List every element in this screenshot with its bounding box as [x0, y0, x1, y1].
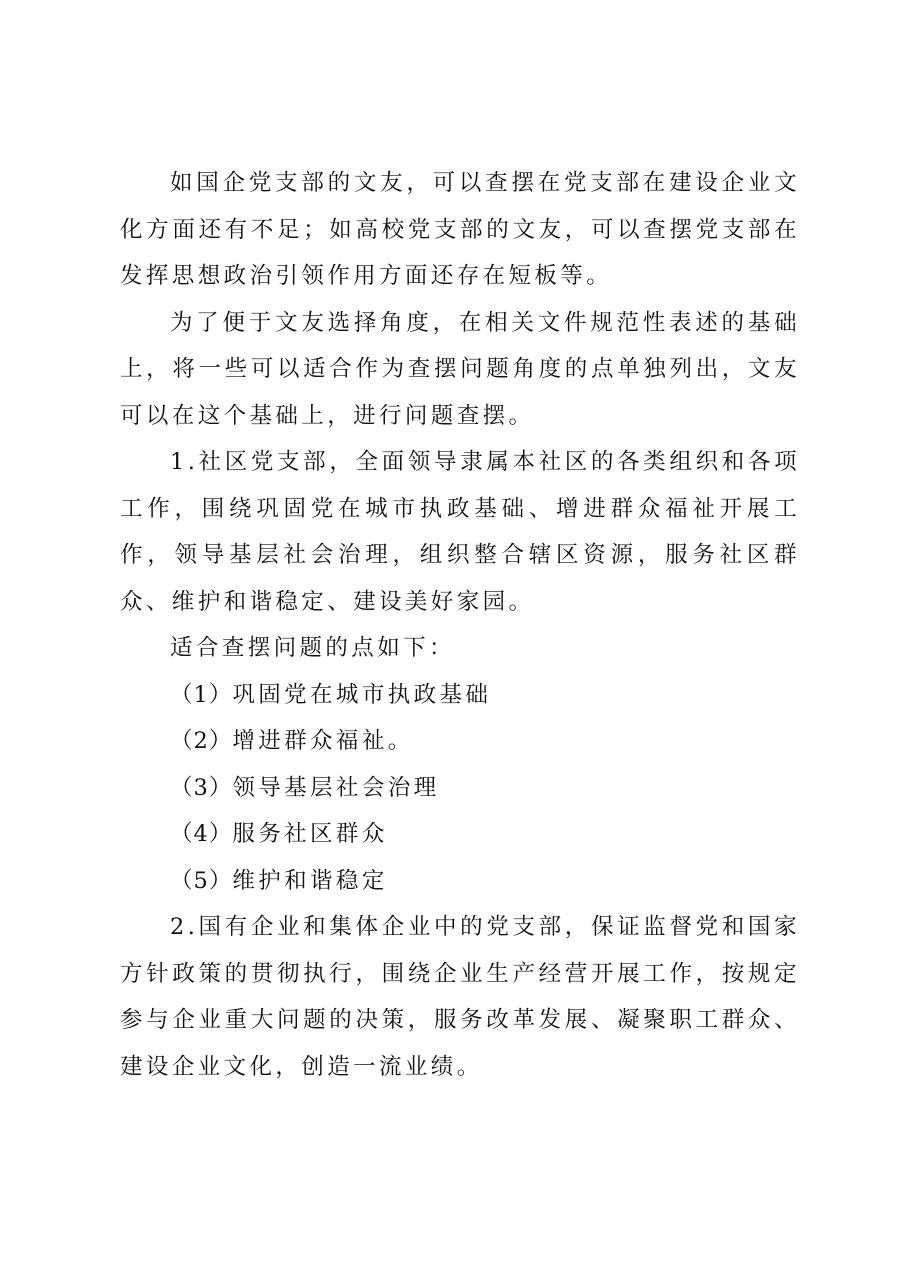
list-item-number: （5）	[170, 867, 233, 894]
list-item-text: 增进群众福祉。	[232, 728, 414, 754]
list-item	[120, 811, 800, 858]
list-item-text: 领导基层社会治理	[232, 774, 440, 801]
list-item	[120, 858, 800, 905]
paragraph-example-branches: 如国企党支部的文友，可以查摆在党支部在建设企业文化方面还有不足；如高校党支部的文友，可以查摆党支部在发挥思想政治引领作用方面还存在短板等。	[120, 170, 800, 289]
list-item-text: 巩固党在城市执政基础	[232, 681, 492, 708]
list-item-number: （2）	[170, 728, 233, 754]
list-item-number: （3）	[170, 774, 233, 801]
list-item-text: 维护和谐稳定	[232, 867, 388, 894]
list-item-number: （1）	[170, 681, 233, 708]
paragraph-angle-selection: 为了便于文友选择角度，在相关文件规范性表述的基础上，将一些可以适合作为查摆问题角度的点单独列出，文友可以在这个基础上，进行问题查摆。	[120, 309, 800, 429]
list-item-number: （4）	[170, 821, 233, 847]
document-body	[120, 160, 800, 1090]
list-item-text: 服务社区群众	[232, 821, 388, 847]
list-item	[120, 672, 800, 719]
list-item	[120, 718, 800, 765]
paragraph-community-branch: 1.社区党支部，全面领导隶属本社区的各类组织和各项工作，围绕巩固党在城市执政基础、增进群众福祉开展工作，领导基层社会治理，组织整合辖区资源，服务社区群众、维护和谐稳定、建设美好家园。	[120, 449, 800, 615]
list-item	[120, 765, 800, 812]
paragraph-enterprise-branch: 2.国有企业和集体企业中的党支部，保证监督党和国家方针政策的贯彻执行，围绕企业生产经营开展工作，按规定参与企业重大问题的决策，服务改革发展、凝聚职工群众、建设企业文化，创造一流业绩。	[120, 914, 800, 1080]
paragraph-points-intro: 适合查摆问题的点如下：	[170, 635, 455, 661]
